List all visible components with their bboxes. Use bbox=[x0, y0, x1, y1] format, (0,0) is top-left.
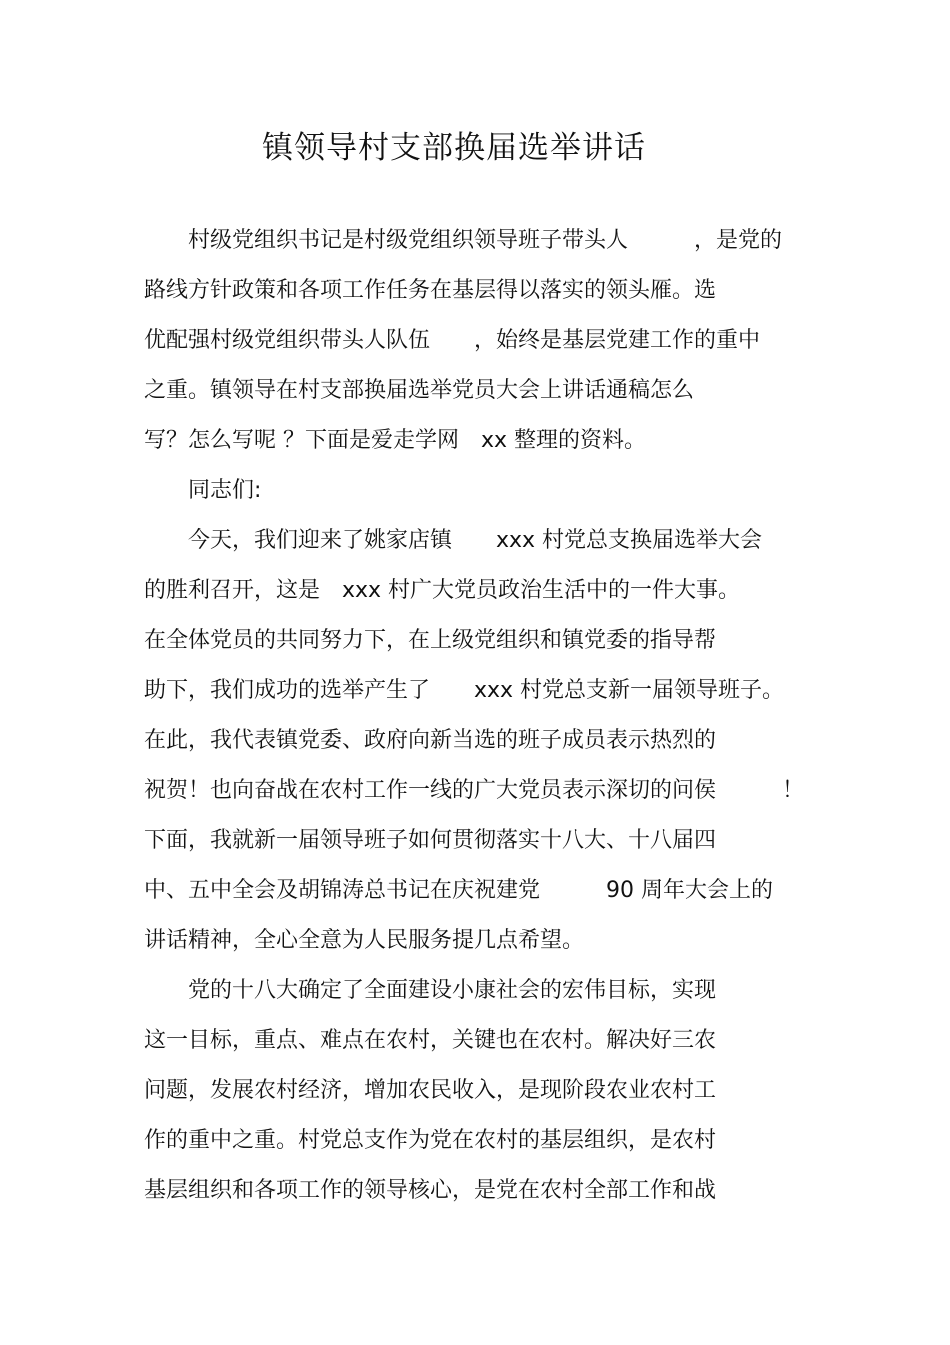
body-line-14: 中、五中全会及胡锦涛总书记在庆祝建党 90 周年大会上的 bbox=[144, 878, 773, 903]
body-line-7: 今天，我们迎来了姚家店镇 xxx 村党总支换届选举大会 bbox=[144, 528, 763, 553]
body-line-2: 路线方针政策和各项工作任务在基层得以落实的领头雁。选 bbox=[144, 278, 717, 303]
body-line-19: 作的重中之重。村党总支作为党在农村的基层组织，是农村 bbox=[144, 1128, 717, 1153]
body-line-17: 这一目标，重点、难点在农村，关键也在农村。解决好三农 bbox=[144, 1028, 717, 1053]
body-line-20: 基层组织和各项工作的领导核心，是党在农村全部工作和战 bbox=[144, 1178, 717, 1203]
body-line-5: 写？怎么写呢 ？下面是爱走学网 xx 整理的资料。 bbox=[144, 428, 647, 453]
body-line-13: 下面，我就新一届领导班子如何贯彻落实十八大、十八届四 bbox=[144, 828, 717, 853]
body-line-12: 祝贺！也向奋战在农村工作一线的广大党员表示深切的问侯 ！ bbox=[144, 778, 805, 803]
body-line-8: 的胜利召开，这是 xxx 村广大党员政治生活中的一件大事。 bbox=[144, 578, 741, 603]
body-line-4: 之重。镇领导在村支部换届选举党员大会上讲话通稿怎么 bbox=[144, 378, 695, 403]
body-line-16: 党的十八大确定了全面建设小康社会的宏伟目标，实现 bbox=[144, 978, 717, 1003]
body-line-18: 问题，发展农村经济，增加农民收入，是现阶段农业农村工 bbox=[144, 1078, 717, 1103]
body-line-10: 助下，我们成功的选举产生了 xxx 村党总支新一届领导班子。 bbox=[144, 678, 785, 703]
body-line-15: 讲话精神，全心全意为人民服务提几点希望。 bbox=[144, 928, 585, 953]
document-title: 镇领导村支部换届选举讲话 bbox=[262, 130, 646, 166]
body-line-6: 同志们: bbox=[144, 478, 262, 503]
body-line-1: 村级党组织书记是村级党组织领导班子带头人 ，是党的 bbox=[144, 228, 783, 253]
body-line-3: 优配强村级党组织带头人队伍 ，始终是基层党建工作的重中 bbox=[144, 328, 761, 353]
body-line-11: 在此，我代表镇党委、政府向新当选的班子成员表示热烈的 bbox=[144, 728, 717, 753]
body-line-9: 在全体党员的共同努力下，在上级党组织和镇党委的指导帮 bbox=[144, 628, 717, 653]
